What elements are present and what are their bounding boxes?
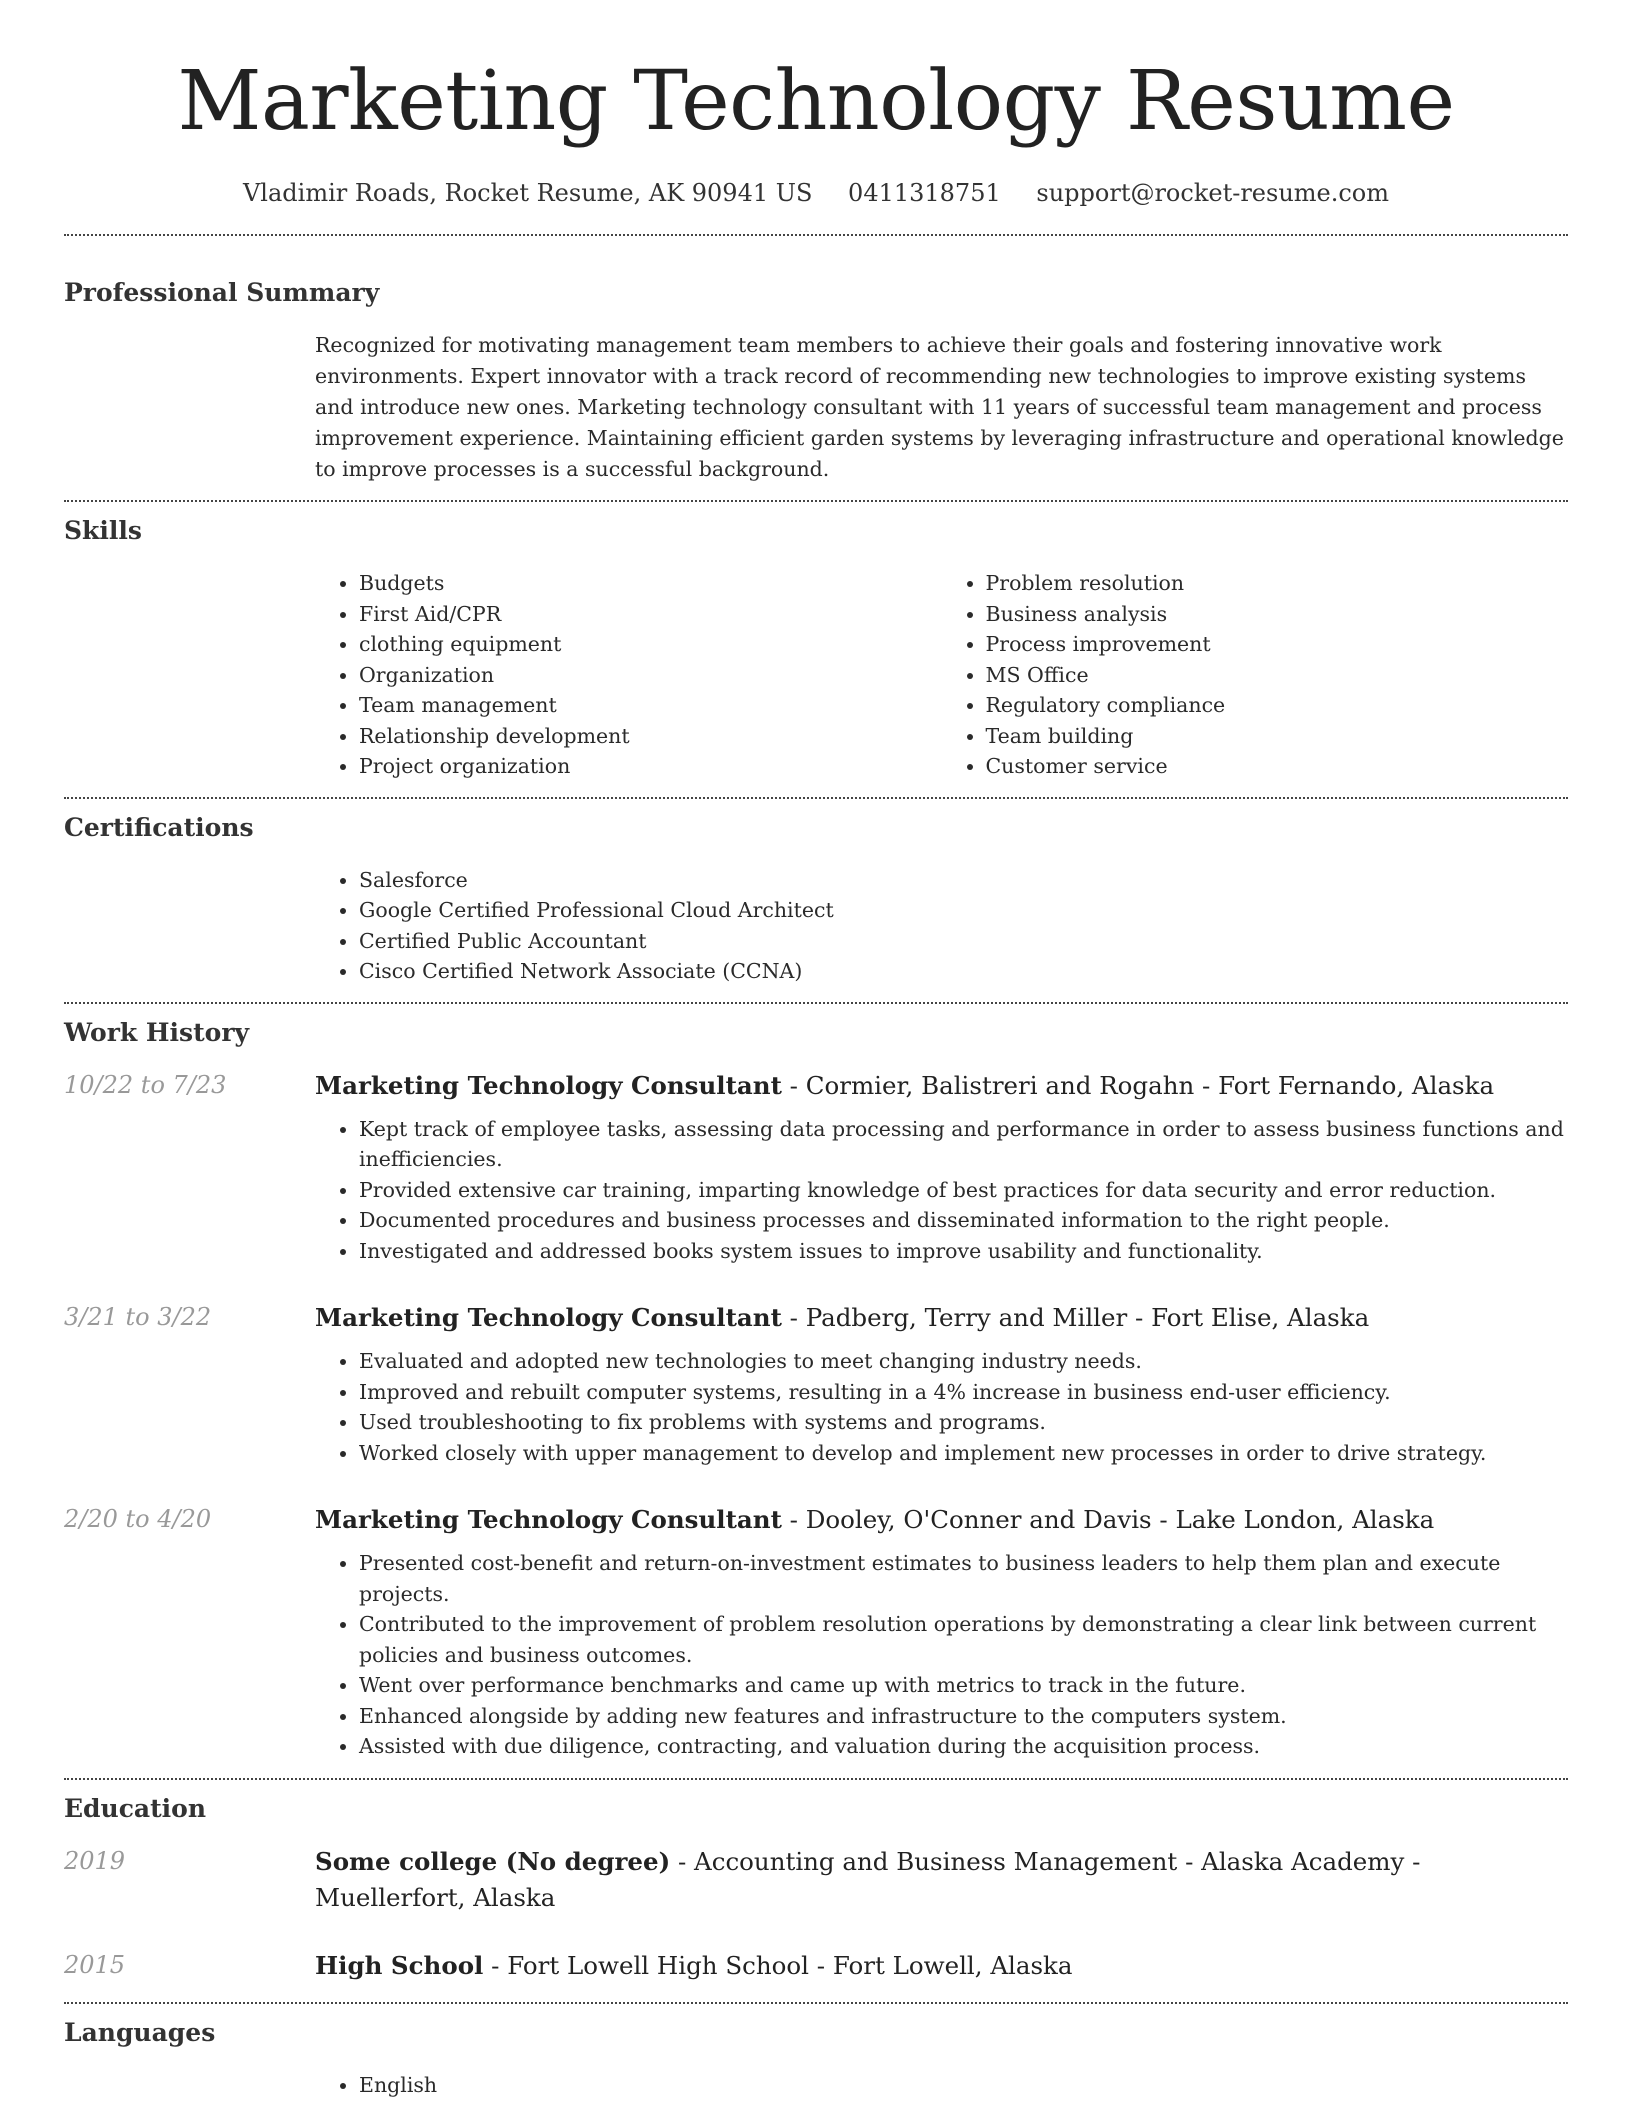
skill-item: • Customer service [986, 751, 1569, 782]
job-title [315, 1502, 1568, 1538]
skill-item: • Budgets [359, 568, 942, 599]
summary-text: Recognized for motivating management team members to achieve their goals and fostering innovative work environments. Expert innovator with a track record of recommending new technologies to improve existing systems and introduce new ones. Marketing technology consultant with 11 years of successful team management and process improvement experience. Maintaining efficient garden systems by leveraging infrastructure and operational knowledge to improve processes is a successful background. [315, 333, 1564, 481]
job-bullet: • Used troubleshooting to fix problems with systems and programs. [359, 1407, 1568, 1438]
section-divider [64, 797, 1568, 799]
skills-heading: Skills [64, 516, 142, 545]
education-degree: High School [315, 1950, 484, 1980]
education-entry [64, 1844, 1568, 1916]
skill-item: • First Aid/CPR [359, 599, 942, 630]
summary-heading: Professional Summary [64, 278, 380, 307]
languages-content [315, 2070, 1568, 2101]
job-employer: - Dooley, O'Conner and Davis - Lake London, Alaska [781, 1505, 1435, 1534]
job-title [315, 1068, 1568, 1104]
certification-item: • Google Certified Professional Cloud Architect [359, 895, 1568, 926]
certification-item: • Certified Public Accountant [359, 926, 1568, 957]
contact-address: Vladimir Roads, Rocket Resume, AK 90941 US [242, 179, 813, 207]
job-bullet: • Enhanced alongside by adding new features and infrastructure to the computers system. [359, 1701, 1568, 1732]
certifications-content [315, 865, 1568, 987]
language-item: • English [359, 2070, 1568, 2101]
languages-section [64, 2016, 1568, 2101]
job-bullets [315, 1114, 1568, 1267]
job-role: Marketing Technology Consultant [315, 1070, 782, 1100]
skill-item: • Relationship development [359, 721, 942, 752]
job-bullet: • Evaluated and adopted new technologies to meet changing industry needs. [359, 1346, 1568, 1377]
summary-section [64, 276, 1568, 485]
certifications-heading: Certifications [64, 812, 254, 842]
section-divider [64, 1002, 1568, 1004]
job-details [315, 1114, 1568, 1267]
job-details [315, 1548, 1568, 1762]
job-bullet: • Improved and rebuilt computer systems, resulting in a 4% increase in business end-user efficiency. [359, 1377, 1568, 1408]
education-school: - Accounting and Business Management - Alaska Academy - Muellerfort, Alaska [315, 1846, 1421, 1912]
job-role: Marketing Technology Consultant [315, 1303, 782, 1332]
job-date: 2/20 to 4/20 [64, 1505, 212, 1533]
resume-title: Marketing Technology Resume [177, 54, 1455, 149]
work-history-heading: Work History [64, 1017, 250, 1047]
work-history-section [64, 1016, 1568, 1762]
section-divider [64, 500, 1568, 502]
job-title [315, 1300, 1568, 1336]
job-bullet: • Documented procedures and business processes and disseminated information to the right people. [359, 1205, 1568, 1236]
skill-item: • Team management [359, 690, 942, 721]
certifications-list [315, 865, 1568, 987]
job-employer: - Cormier, Balistreri and Rogahn - Fort Fernando, Alaska [781, 1070, 1495, 1100]
job-date: 10/22 to 7/23 [64, 1070, 227, 1099]
section-divider [64, 1778, 1568, 1780]
skill-item: • clothing equipment [359, 629, 942, 660]
job-bullet: • Provided extensive car training, imparting knowledge of best practices for data security and error reduction. [359, 1175, 1568, 1206]
job-details [315, 1346, 1568, 1468]
education-entry [64, 1948, 1568, 1984]
section-divider [64, 2002, 1568, 2004]
skill-item: • Business analysis [986, 599, 1569, 630]
education-degree: Some college (No degree) [315, 1846, 671, 1876]
job-entry [64, 1502, 1568, 1762]
skills-list-left [315, 568, 942, 782]
education-school: - Fort Lowell High School - Fort Lowell, Alaska [483, 1950, 1073, 1980]
skill-item: • Organization [359, 660, 942, 691]
skill-item: • Team building [986, 721, 1569, 752]
contact-phone: 0411318751 [848, 179, 1001, 207]
job-bullet: • Kept track of employee tasks, assessing data processing and performance in order to assess business functions and inefficiencies. [359, 1114, 1568, 1175]
job-bullets [315, 1346, 1568, 1468]
job-role: Marketing Technology Consultant [315, 1505, 782, 1534]
skill-item: • MS Office [986, 660, 1569, 691]
job-bullet: • Presented cost-benefit and return-on-investment estimates to business leaders to help them plan and execute projects. [359, 1548, 1568, 1609]
certifications-section [64, 811, 1568, 987]
education-section [64, 1792, 1568, 1984]
languages-list [315, 2070, 1568, 2101]
education-title [315, 1948, 1568, 1984]
job-bullet: • Assisted with due diligence, contracting, and valuation during the acquisition process. [359, 1731, 1568, 1762]
education-heading: Education [64, 1793, 207, 1823]
job-employer: - Padberg, Terry and Miller - Fort Elise, Alaska [781, 1303, 1370, 1332]
contact-email: support@rocket-resume.com [1036, 179, 1390, 207]
job-entry [64, 1300, 1568, 1468]
skill-item: • Problem resolution [986, 568, 1569, 599]
section-divider [64, 234, 1568, 236]
skill-item: • Process improvement [986, 629, 1569, 660]
job-bullet: • Went over performance benchmarks and came up with metrics to track in the future. [359, 1670, 1568, 1701]
education-title [315, 1844, 1568, 1916]
education-date: 2019 [64, 1846, 126, 1875]
skill-item: • Regulatory compliance [986, 690, 1569, 721]
languages-heading: Languages [64, 2017, 216, 2047]
job-bullet: • Contributed to the improvement of problem resolution operations by demonstrating a clear link between current policies and business outcomes. [359, 1609, 1568, 1670]
job-bullet: • Worked closely with upper management to develop and implement new processes in order to drive strategy. [359, 1438, 1568, 1469]
job-bullet: • Investigated and addressed books system issues to improve usability and functionality. [359, 1236, 1568, 1267]
skills-section [64, 514, 1568, 782]
job-date: 3/21 to 3/22 [64, 1303, 212, 1331]
job-bullets [315, 1548, 1568, 1762]
skills-list-right [942, 568, 1569, 782]
contact-line [64, 176, 1568, 210]
resume-page [64, 0, 1568, 2100]
certification-item: • Salesforce [359, 865, 1568, 896]
job-entry [64, 1068, 1568, 1267]
skills-columns [315, 568, 1568, 782]
education-date: 2015 [64, 1950, 126, 1979]
skill-item: • Project organization [359, 751, 942, 782]
certification-item: • Cisco Certified Network Associate (CCNA) [359, 956, 1568, 987]
